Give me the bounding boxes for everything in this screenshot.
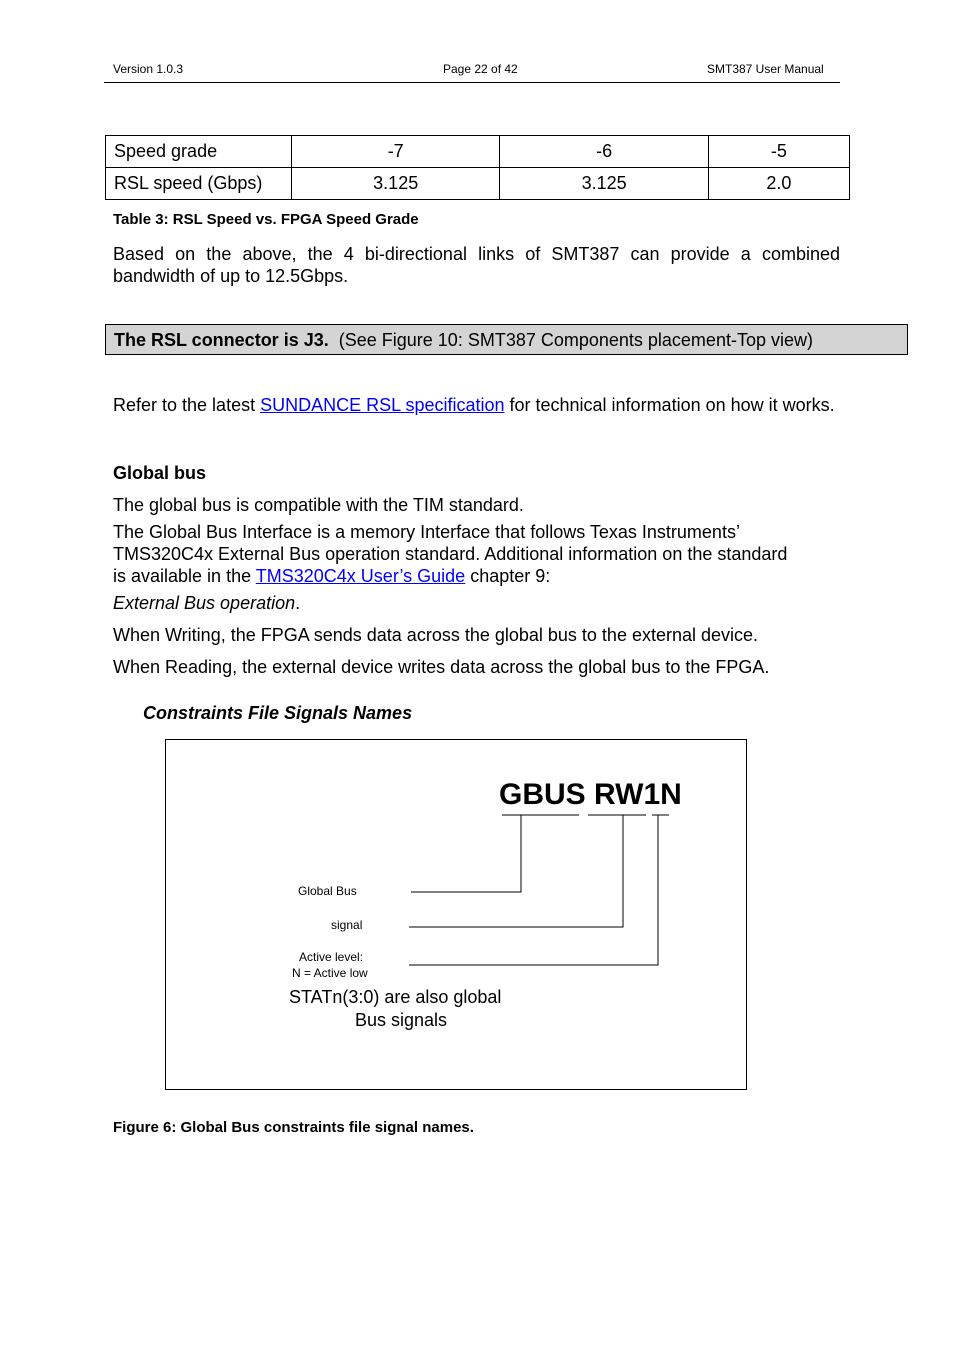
rsl-spec-link[interactable]: SUNDANCE RSL specification xyxy=(260,395,505,415)
table-cell: 3.125 xyxy=(500,168,708,200)
global-bus-p2 xyxy=(113,521,873,587)
table-cell: -6 xyxy=(500,136,708,168)
table-caption: Table 3: RSL Speed vs. FPGA Speed Grade xyxy=(113,211,419,228)
table-cell: Speed grade xyxy=(106,136,292,168)
p2-text-after: chapter 9: xyxy=(465,566,551,586)
header-version: Version 1.0.3 xyxy=(113,62,184,76)
speed-grade-table xyxy=(105,135,850,200)
constraints-heading: Constraints File Signals Names xyxy=(143,703,413,723)
table-row xyxy=(106,168,850,200)
global-bus-p3: When Writing, the FPGA sends data across the global bus to the external device. xyxy=(113,625,759,645)
global-bus-p2-line3 xyxy=(113,565,873,587)
label-active-level: Active level: xyxy=(299,950,364,964)
label-active-low: N = Active low xyxy=(292,966,368,980)
header-page-number: Page 22 of 42 xyxy=(443,62,518,76)
p2-text-before: is available in the xyxy=(113,566,256,586)
signal-leader xyxy=(409,815,623,927)
connector-bold-text: The RSL connector is J3. xyxy=(114,330,329,350)
header-rule xyxy=(104,82,840,83)
external-bus-operation-text: External Bus operation xyxy=(113,593,296,613)
global-bus-heading: Global bus xyxy=(113,463,207,483)
table-cell: 3.125 xyxy=(292,168,500,200)
header-manual-title: SMT387 User Manual xyxy=(707,62,824,76)
table-cell: 2.0 xyxy=(708,168,849,200)
global-bus-p2-line2: TMS320C4x External Bus operation standard. Additional information on the standard xyxy=(113,544,788,564)
global-bus-leader xyxy=(411,815,521,892)
refer-text-before: Refer to the latest xyxy=(113,395,261,415)
refer-paragraph xyxy=(113,394,840,416)
label-global-bus: Global Bus xyxy=(298,884,357,898)
signal-connector-lines xyxy=(166,740,746,1089)
signal-name-title: GBUS RW1N xyxy=(499,778,682,811)
signal-name-figure xyxy=(165,739,747,1090)
label-signal: signal xyxy=(331,918,363,932)
tms320c4x-guide-link[interactable]: TMS320C4x User’s Guide xyxy=(255,566,466,586)
stat-note-line1: STATn(3:0) are also global xyxy=(289,987,502,1007)
connector-note-text: (See Figure 10: SMT387 Components placement-Top view) xyxy=(338,330,813,350)
global-bus-p4: When Reading, the external device writes data across the global bus to the FPGA. xyxy=(113,657,770,677)
stat-note-line2: Bus signals xyxy=(355,1010,448,1030)
global-bus-p2-line1: The Global Bus Interface is a memory Interface that follows Texas Instruments’ xyxy=(113,522,740,542)
global-bus-p2-italic-line xyxy=(113,592,300,614)
figure-caption: Figure 6: Global Bus constraints file signal names. xyxy=(113,1119,474,1136)
bandwidth-paragraph: Based on the above, the 4 bi-directional links of SMT387 can provide a combined bandwidth of up to 12.5Gbps. xyxy=(113,244,840,286)
refer-text-after: for technical information on how it works. xyxy=(504,395,835,415)
connector-note-box xyxy=(105,324,908,355)
active-level-leader xyxy=(409,815,658,965)
global-bus-p1: The global bus is compatible with the TIM standard. xyxy=(113,495,524,515)
table-cell: -7 xyxy=(292,136,500,168)
table-cell: RSL speed (Gbps) xyxy=(106,168,292,200)
period: . xyxy=(295,593,301,613)
table-cell: -5 xyxy=(708,136,849,168)
table-row xyxy=(106,136,850,168)
